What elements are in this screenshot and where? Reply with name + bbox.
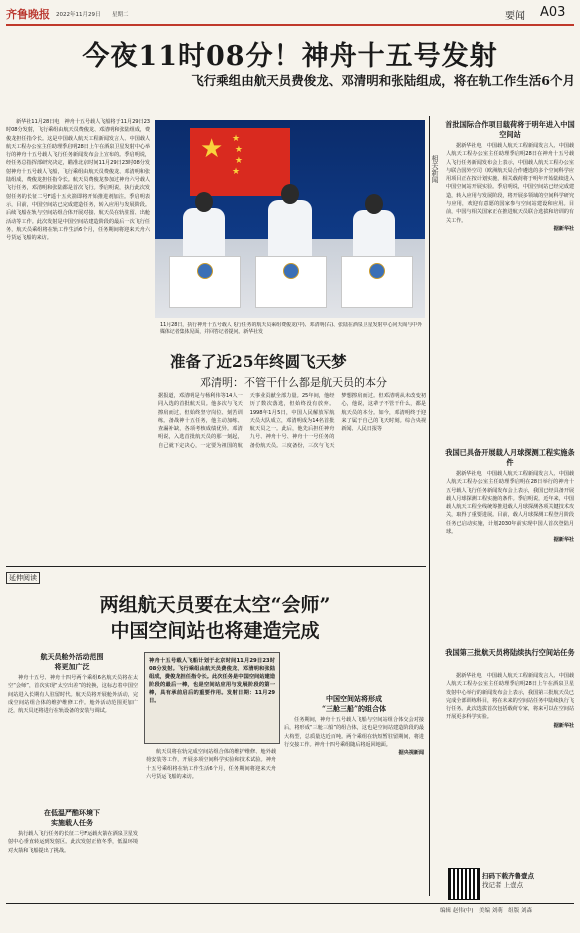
bottom-label — [6, 572, 40, 584]
bottom-right-body: 任务期间，神舟十五号载人飞船与空间站组合体交会对接后，将形成“三舱三船”的组合体，这也是空间站建造阶段的最大构型，总质量达近百吨。两个乘组在轨短暂驻留期间，将进行交接工作。神舟十四号乘组随后将返回地面。 据央视新闻 — [284, 717, 424, 757]
flag-small-stars: ★ ★ ★ ★ — [232, 134, 243, 177]
sidebar-item-title: 首批国际合作项目载荷将于明年进入中国空间站 — [445, 120, 575, 139]
main-subheadline: 飞行乘组由航天员费俊龙、邓清明和张陆组成，将在轨工作生活6个月 — [191, 73, 575, 88]
bottom-headline-2: 中国空间站也将建造完成 — [110, 620, 320, 642]
bottom-mid-box-text: 神舟十五号载人飞船计划于北京时间11月29日23时08分发射。飞行乘组由航天员费俊龙、邓清明和张陆组成，费俊龙担任指令长。此次任务是中国空间站建造阶段的最后一棒，也是空间站应用与发展阶段的第一棒，具有承前启后的重要作用。发射日期：11月29日。 — [149, 658, 275, 704]
sidebar-divider — [429, 116, 430, 896]
desk-center — [255, 256, 327, 308]
sidebar-item-title: 我国已具备开展载人月球探测工程实施条件 — [445, 448, 575, 467]
issue-weekday: 星期二 — [112, 12, 129, 18]
sidebar-item-source: 据新华社 — [553, 722, 574, 729]
sidebar-item-body: 据新华社电 中国载人航天工程新闻发言人、中国载人航天工程办公室主任助理季启明28日在神舟十五号载人飞行任务新闻发布会上表示，中国载人航天工程办公室与联合国外空司（欧洲航天局合作遴选的多个空间科学应用项目正在按计划实施，相关载荷将于明年开始陆续进入中国空间站开展实验。季启明说，中国空间站已经完成建造，转入应用与发展阶段，将开展多领域的空间科学研究与应用，欢迎有意愿的国家参与空间站建设和应用。目前，中国与相关国家正在推进航天员联合选拔和培训的有关工作。 据新华社 — [446, 143, 574, 232]
staff-credits: 编辑 赵伟(中) 美编 刘萌 组版 刘森 — [440, 908, 533, 914]
crew-photo — [155, 120, 425, 318]
feature-subtitle: 邓清明：不管干什么都是航天员的本分 — [200, 376, 387, 389]
bottom-left-subtitle-2: 在低温严酷环境下 实施载人任务 — [44, 808, 100, 827]
flag-big-star: ★ — [200, 134, 224, 164]
bottom-mid-box — [144, 652, 280, 744]
issue-date: 2022年11月29日 — [56, 12, 101, 18]
qr-code[interactable] — [448, 868, 480, 900]
bottom-mid-body: 航天员将在轨完成空间站组合体的维护维修、舱外载荷安装等工作，开展多项空间科学实验和技术试验。神舟十五号乘组将在轨工作生活6个月，任务期间将迎来天舟六号货运飞船的来访。 — [146, 749, 276, 780]
bottom-left-body-2: 执行载人飞行任务的长征二号F运载火箭在酒泉卫星发射中心垂直转运到发射区。此次发射正值冬季，低温环境对火箭和飞船提出了挑战。 — [8, 831, 138, 854]
sidebar-item-body: 据新华社电 中国载人航天工程新闻发言人、中国载人航天工程办公室主任助理季启明在28日举行的神舟十五号载人飞行任务新闻发布会上表示，我国已经具备开展载人月球探测工程实施的条件。季启明说，近年来，中国载人航天工程全线统筹推进载人月球探测各项关键技术攻关，取得了重要进展。目前，载人月球探测工程登月阶段任务已启动实施，计划2030年前实现中国人首次登陆月球。 据新华社 — [446, 471, 574, 544]
desk-right — [341, 256, 413, 308]
bottom-right-subtitle: 中国空间站将形成 “三舱三船”的组合体 — [321, 694, 387, 713]
page-number: A03 — [540, 5, 566, 20]
bottom-divider — [6, 566, 426, 567]
section-name: 要闻 — [505, 11, 525, 22]
feature-title: 准备了近25年终圆飞天梦 — [170, 352, 347, 371]
photo-caption: 11月28日，执行神舟十五号载人飞行任务的航天员乘组费俊龙(中)、邓清明(右)、张陆在酒泉卫星发射中心问天阁与中外媒体记者集体见面，并回答记者提问。新华社发 — [160, 322, 422, 335]
bottom-headline-1: 两组航天员要在太空“会师” — [99, 594, 331, 616]
bottom-left-body: 神舟十五号、神舟十四号两个乘组6名航天员将在太空“会师”，首次实现“太空出差”的轮换，这标志着中国空间站进入长期有人驻留时代。航天员将开展舱外活动，完成空间站组合体的维护维修工作。舱外活动范围更加广泛，航天员还将进行在轨设备的安装与调试。 — [8, 675, 138, 715]
sidebar-item-body: 据新华社电 中国载人航天工程新闻发言人、中国载人航天工程办公室主任助理季启明28日上午在酒泉卫星发射中心举行的新闻发布会上表示，我国第三批航天员已完成全部训练科目，将在未来的空间站任务中陆续执行飞行任务。此次选拔首次包括载荷专家，将来可以在空间站开展更多科学实验。 据新华社 — [446, 673, 574, 729]
footer-rule — [6, 903, 574, 904]
bottom-right-source: 据央视新闻 — [398, 750, 424, 757]
lead-article-text: 新华社11月28日电 神舟十五号载人飞船将于11月29日23时08分发射，飞行乘组由航天员费俊龙、邓清明和张陆组成，费俊龙担任指令长。这是中国载人航天工程新闻发言人、中国载人航天工程办公室主任助理季启明28日上午在酒泉卫星发射中心举行的神舟十五号载人飞行任务新闻发布会上宣布的。季启明说，经任务总指挥部研究决定，瞄准北京时间11月29日23时08分发射神舟十五号载人飞船，飞行乘组由航天员费俊龙、邓清明和张陆组成，费俊龙担任指令长。航天员费俊龙参加过神舟六号载人飞行任务，邓清明和张陆都是首次飞行。季启明说，执行此次发射任务的长征二号F遥十五火箭即将开始推进剂加注。季启明表示，目前，中国空间站已完成建造任务，转入应用与发展阶段。后续飞船在轨与空间站组合体开展对接、航天员在轨驻留、出舱活动等工作。此次发射是中国空间站建造阶段的最后一次飞行任务，航天员乘组将在轨工作生活6个月，任务期间将迎来天舟六号货运飞船的来访。 — [6, 119, 150, 242]
desk-left — [169, 256, 241, 308]
sidebar-label — [431, 155, 441, 185]
china-flag — [190, 128, 290, 196]
header-rule — [6, 24, 574, 26]
lead-article — [6, 118, 150, 561]
bottom-left-subtitle: 航天员舱外活动范围 将更加广泛 — [40, 652, 104, 671]
bottom-label-text: 延伸阅读 — [9, 574, 37, 582]
sidebar-item-title: 我国第三批航天员将陆续执行空间站任务 — [445, 648, 575, 657]
sidebar-label-text: 相关新闻 — [431, 155, 439, 183]
qr-caption: 扫码下载齐鲁壹点 找记者 上壹点 — [482, 872, 534, 889]
feature-body: 据报道，邓清明是与杨利伟等14人一同入选的首批航天员。他多次与飞天擦肩而过，但始终坚守岗位、刻苦训练。备战神十五任务，他主动加练、查漏补缺，各项考核成绩优异。邓清明说，入选首批航天员的那一刻起，自己就下定决心，一定要为祖国的航天事业贡献全部力量。25年间，他经历了数次落选，但始终没有放弃。1998年1月5日，中国人民解放军航天员大队成立，邓清明成为14名首批航天员之一。此后，他先后担任神舟九号、神舟十号、神舟十一号任务的备份航天员。三度备份，三次与飞天梦想擦肩而过。但邓清明从未改变初心，他说，这辈子不管干什么，都是航天员的本分。如今，邓清明终于迎来了属于自己的飞天时刻。综合央视新闻、人民日报等 — [158, 393, 426, 449]
sidebar-item-source: 据新华社 — [553, 225, 574, 232]
sidebar-item-source: 据新华社 — [553, 537, 574, 544]
main-headline: 今夜11时08分！神舟十五号发射 — [82, 41, 498, 72]
masthead-logo: 齐鲁晚报 — [6, 8, 50, 21]
